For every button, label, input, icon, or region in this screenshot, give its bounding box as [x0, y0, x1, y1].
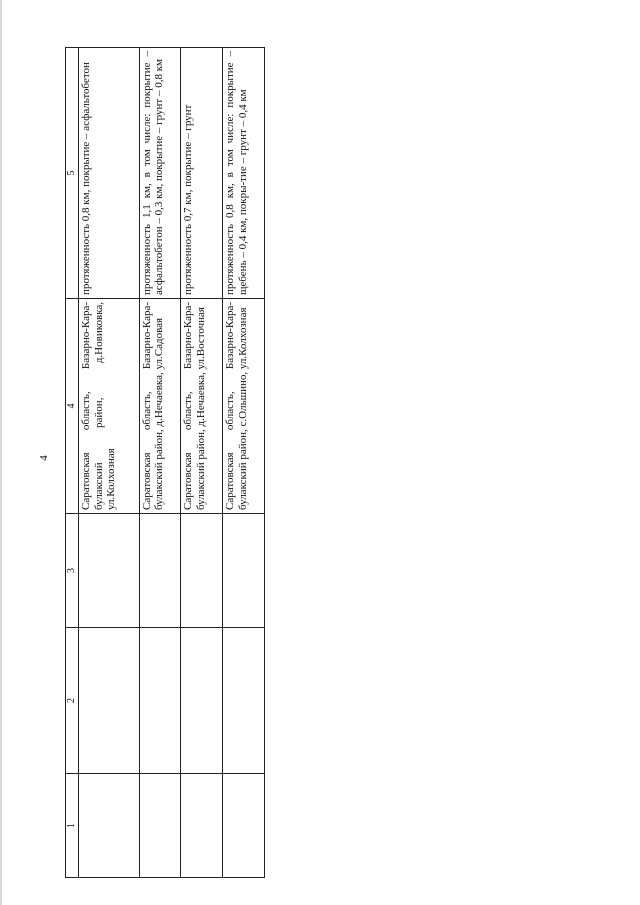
cell-location: Саратовская область, Базарно-Кара-булакский район, д.Нечаевка, ул.Садовая [139, 299, 181, 514]
cell-col2 [139, 628, 181, 774]
cell-description: протяженность 1,1 км, в том числе: покрытие – асфальтобетон – 0,3 км, покрытие – грунт – 0,8 км [139, 48, 181, 299]
header-row [66, 48, 79, 878]
column-header-2: 2 [66, 628, 79, 774]
column-header-3: 3 [66, 514, 79, 628]
cell-col3 [223, 514, 265, 628]
rotated-table-container [65, 48, 265, 878]
cell-location: Саратовская область, Базарно-Кара-булакский район, д.Новиковка, ул.Колхозная [79, 299, 140, 514]
column-header-1: 1 [66, 774, 79, 878]
cell-location: Саратовская область, Базарно-Кара-булакский район, д.Нечаевка, ул.Восточная [181, 299, 223, 514]
cell-col3 [79, 514, 140, 628]
cell-col3 [139, 514, 181, 628]
column-header-5: 5 [66, 48, 79, 299]
cell-col2 [223, 628, 265, 774]
cell-col3 [181, 514, 223, 628]
cell-description: протяженность 0,8 км, в том числе: покрытие – щебень – 0,4 км, покры-тие – грунт – 0,4 км [223, 48, 265, 299]
table-row [181, 48, 223, 878]
table-row [79, 48, 140, 878]
cell-col2 [181, 628, 223, 774]
cell-col2 [79, 628, 140, 774]
cell-location: Саратовская область, Базарно-Кара-булакский район, с.Ольшино, ул.Колхозная [223, 299, 265, 514]
cell-description: протяженность 0,7 км, покрытие – грунт [181, 48, 223, 299]
page-number: 4 [38, 455, 50, 461]
cell-col1 [223, 774, 265, 878]
table-row [223, 48, 265, 878]
roads-table [65, 47, 265, 878]
cell-col1 [139, 774, 181, 878]
scan-edge-line [0, 0, 2, 905]
cell-description: протяженность 0,8 км, покрытие – асфальтобетон [79, 48, 140, 299]
column-header-4: 4 [66, 299, 79, 514]
cell-col1 [79, 774, 140, 878]
cell-col1 [181, 774, 223, 878]
table-row [139, 48, 181, 878]
